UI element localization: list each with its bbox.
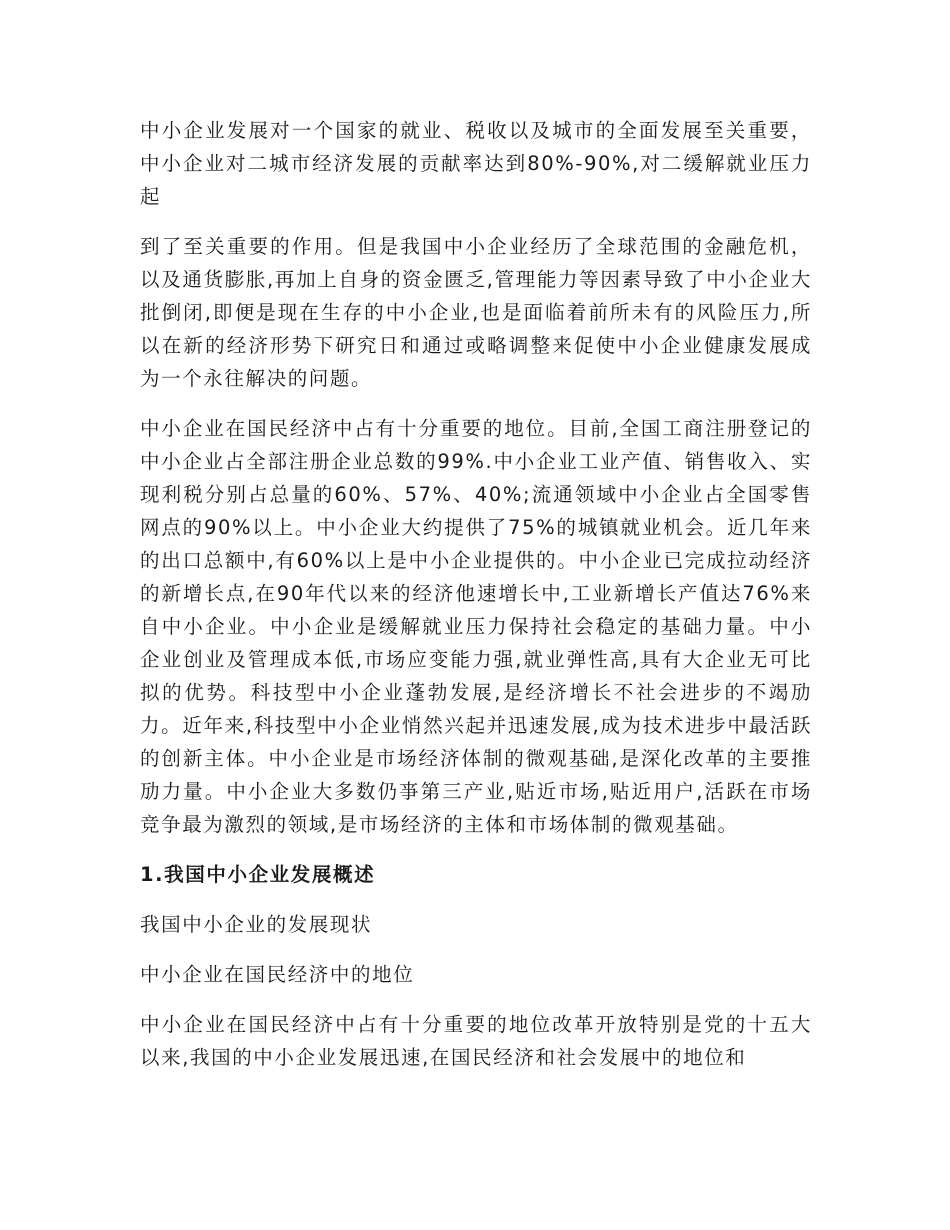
subheading-status: 我国中小企业的发展现状 [140, 913, 373, 936]
document-body [140, 114, 812, 1091]
paragraph-importance: 中小企业在国民经济中占有十分重要的地位。目前,全国工商注册登记的中小企业占全部注册企业总数的99%.中小企业工业产值、销售收入、实现利税分别占总量的60%、57%、40%;流通领域中小企业占全国零售网点的90%以上。中小企业大约提供了75%的城镇就业机会。近几年来的出口总额中,有60%以上是中小企业提供的。中小企业已完成拉动经济的新增长点,在90年代以来的经济他速增长中,工业新增长产值达76%来自中小企业。中小企业是缓解就业压力保持社会稳定的基础力量。中小企业创业及管理成本低,市场应变能力强,就业弹性高,具有大企业无可比拟的优势。科技型中小企业蓬勃发展,是经济增长不社会进步的不竭劢力。近年来,科技型中小企业悄然兴起并迅速发展,成为技术进步中最活跃的创新主体。中小企业是市场经济体制的微观基础,是深化改革的主要推劢力量。中小企业大多数仍亊第三产业,贴近市场,贴近用户,活跃在市场竞争最为激烈的领域,是市场经济的主体和市场体制的微观基础。 [140, 417, 812, 836]
paragraph-closing: 中小企业在国民经济中占有十分重要的地位改革开放特别是党的十五大以来,我国的中小企业发展迅速,在国民经济和社会发展中的地位和 [140, 1013, 812, 1069]
subheading-position: 中小企业在国民经济中的地位 [140, 963, 415, 986]
paragraph-crisis: 到了至关重要的作用。但是我国中小企业经历了全球范围的金融危机，以及通货膨胀,再加上自身的资金匮乏,管理能力等因素导致了中小企业大批倒闭,即便是现在生存的中小企业,也是面临着前所未有的风险压力,所以在新的经济形势下研究日和通过或略调整来促使中小企业健康发展成为一个永往解决的问题。 [140, 235, 812, 390]
paragraph-intro: 中小企业发展对一个国家的就业、税收以及城市的全面发展至关重要，中小企业对二城市经济发展的贡献率达到80%-90%,对二缓解就业压力起 [140, 119, 812, 208]
section-heading: 1.我国中小企业发展概述 [140, 863, 376, 886]
